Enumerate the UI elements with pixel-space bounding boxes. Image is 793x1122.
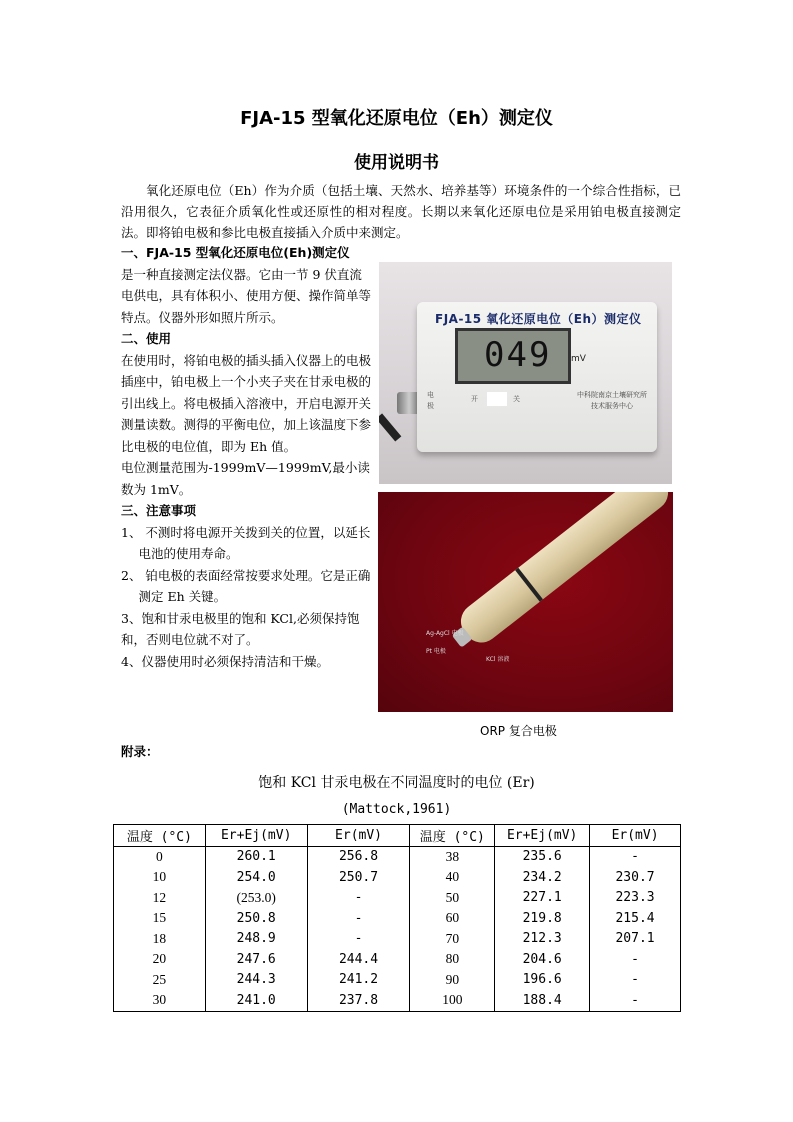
table-cell: 234.2	[495, 867, 590, 888]
table-cell: 20	[114, 949, 206, 970]
table-row	[114, 846, 681, 867]
device-label: FJA-15 氧化还原电位（Eh）测定仪	[435, 312, 642, 326]
table-row	[114, 929, 681, 950]
electrode-ring	[515, 568, 543, 602]
electrode-tube	[454, 492, 673, 650]
table-cell: 70	[410, 929, 495, 950]
table-cell: 215.4	[590, 908, 681, 929]
switch-off-label: 关	[513, 395, 520, 403]
table-cell: -	[590, 846, 681, 867]
table-cell: 241.0	[205, 990, 307, 1011]
table-row	[114, 990, 681, 1011]
lcd-display	[455, 328, 571, 384]
table-row	[114, 908, 681, 929]
electrode-photo	[378, 492, 673, 712]
appendix-heading: 附录：	[121, 744, 159, 759]
table-cell: 60	[410, 908, 495, 929]
table-cell: 219.8	[495, 908, 590, 929]
org-label: 中科院南京土壤研究所 技术服务中心	[577, 391, 647, 410]
table-row	[114, 867, 681, 888]
power-switch	[487, 392, 507, 406]
note-item: 4、仪器使用时必须保持清洁和干燥。	[121, 653, 329, 669]
table-cell: 25	[114, 970, 206, 991]
potential-table	[113, 824, 681, 1012]
table-cell: 90	[410, 970, 495, 991]
note-item: 3、饱和甘汞电极里的饱和 KCl,必须保持饱和，否则电位就不对了。	[121, 610, 360, 647]
table-cell: 50	[410, 888, 495, 909]
table-cell: -	[307, 929, 410, 950]
table-cell: 230.7	[590, 867, 681, 888]
note-item: 2、 铂电极的表面经常按要求处理。它是正确测定 Eh 关键。	[121, 567, 371, 604]
electrode-label: KCl 溶液	[486, 656, 510, 663]
section3-heading: 三、注意事项	[121, 503, 197, 518]
table-cell: 12	[114, 888, 206, 909]
table-cell: 0	[114, 846, 206, 867]
page-title: FJA-15 型氧化还原电位（Eh）测定仪	[240, 108, 553, 129]
table-cell: 30	[114, 990, 206, 1011]
table-cell: 207.1	[590, 929, 681, 950]
table-cell: 241.2	[307, 970, 410, 991]
table-cell: -	[590, 970, 681, 991]
section2-range: 电位测量范围为-1999mV—1999mV,最小读数为 1mV。	[121, 460, 370, 497]
table-title: 饱和 KCl 甘汞电极在不同温度时的电位 (Er)	[258, 775, 535, 791]
column-header: 温度 (°C)	[114, 825, 206, 847]
table-cell: 235.6	[495, 846, 590, 867]
table-cell: -	[307, 908, 410, 929]
table-cell: 80	[410, 949, 495, 970]
section1-heading: 一、FJA-15 型氧化还原电位(Eh)测定仪	[121, 245, 350, 260]
table-cell: 188.4	[495, 990, 590, 1011]
lcd-reading: 049	[484, 335, 552, 375]
left-column	[121, 242, 371, 672]
table-cell: 244.4	[307, 949, 410, 970]
section1-text: 是一种直接测定法仪器。它由一节 9 伏直流电供电，具有体积小、使用方便、操作简单等特点。仪器外形如照片所示。	[121, 266, 372, 325]
table-cell: 247.6	[205, 949, 307, 970]
column-header: Er(mV)	[590, 825, 681, 847]
column-header: Er+Ej(mV)	[205, 825, 307, 847]
table-source: (Mattock,1961)	[341, 802, 452, 817]
table-cell: 250.8	[205, 908, 307, 929]
table-cell: 237.8	[307, 990, 410, 1011]
table-cell: -	[590, 990, 681, 1011]
table-cell: -	[590, 949, 681, 970]
electrode-cable	[379, 413, 401, 441]
table-header-row	[114, 825, 681, 847]
column-header: Er+Ej(mV)	[495, 825, 590, 847]
table-cell: 15	[114, 908, 206, 929]
table-cell: 248.9	[205, 929, 307, 950]
table-row	[114, 970, 681, 991]
table-cell: 223.3	[590, 888, 681, 909]
electrode-label: Pt 电极	[426, 648, 446, 655]
lcd-unit: mV	[571, 354, 586, 364]
photo-caption: ORP 复合电极	[480, 724, 557, 738]
table-cell: 244.3	[205, 970, 307, 991]
table-row	[114, 888, 681, 909]
table-cell: 10	[114, 867, 206, 888]
intro-paragraph: 氧化还原电位（Eh）作为介质（包括土壤、天然水、培养基等）环境条件的一个综合性指标，已沿用很久，它表征介质氧化性或还原性的相对程度。长期以来氧化还原电位是采用铂电极直接测定法。即将铂电极和参比电极直接插入介质中来测定。	[121, 183, 681, 240]
table-cell: 260.1	[205, 846, 307, 867]
table-cell: 254.0	[205, 867, 307, 888]
intro-section	[121, 180, 681, 243]
note-item: 1、 不测时将电源开关拨到关的位置，以延长电池的使用寿命。	[121, 524, 371, 561]
table-cell: 38	[410, 846, 495, 867]
switch-on-label: 开	[471, 395, 478, 403]
electrode-port-label: 电 极	[427, 391, 434, 410]
table-cell: 250.7	[307, 867, 410, 888]
device-body	[417, 302, 657, 452]
table-cell: 100	[410, 990, 495, 1011]
table-cell: 196.6	[495, 970, 590, 991]
table-row	[114, 949, 681, 970]
column-header: Er(mV)	[307, 825, 410, 847]
column-header: 温度 (°C)	[410, 825, 495, 847]
table-cell: 40	[410, 867, 495, 888]
electrode-label: Ag-AgCl 电极	[426, 630, 464, 637]
device-photo	[379, 262, 672, 484]
table-cell: 212.3	[495, 929, 590, 950]
section2-heading: 二、使用	[121, 331, 172, 346]
table-cell: -	[307, 888, 410, 909]
table-cell: 204.6	[495, 949, 590, 970]
table-cell: 227.1	[495, 888, 590, 909]
section2-text: 在使用时，将铂电极的插头插入仪器上的电极插座中，铂电极上一个小夹子夹在甘汞电极的引出线上。将电极插入溶液中，开启电源开关测量读数。测得的平衡电位，加上该温度下参比电极的电位值，即为 Eh 值。	[121, 352, 372, 454]
page-subtitle: 使用说明书	[354, 153, 439, 173]
table-cell: 256.8	[307, 846, 410, 867]
table-cell: 18	[114, 929, 206, 950]
table-cell: (253.0)	[205, 888, 307, 909]
